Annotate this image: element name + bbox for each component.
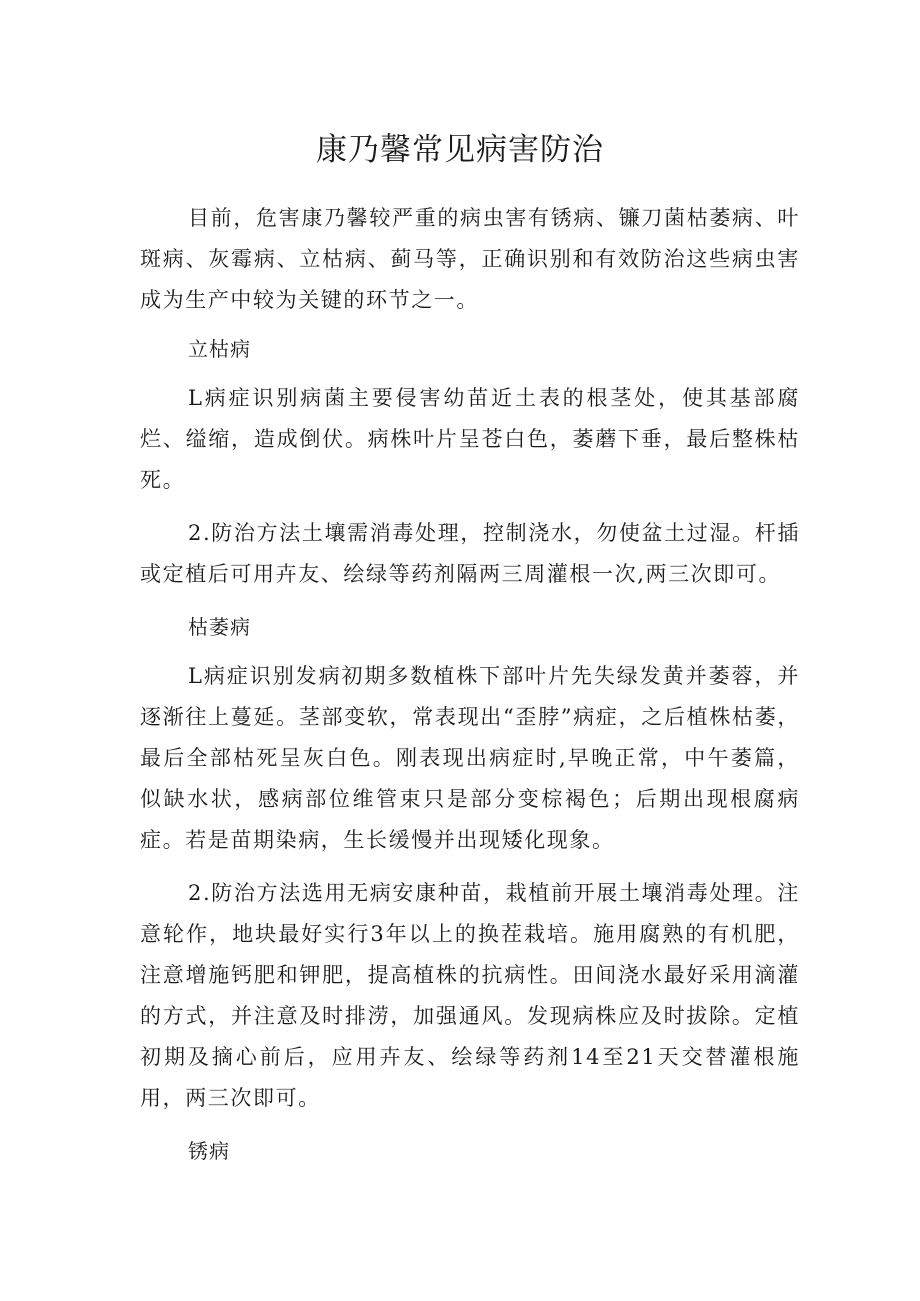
section-heading-rust: 锈病 <box>188 1139 230 1163</box>
damping-off-control-paragraph: 2.防治方法土壤需消毒处理，控制浇水，勿使盆土过湿。杆插或定植后可用卉友、绘绿等药剂隔两三周灌根一次,两三次即可。 <box>140 521 800 586</box>
intro-paragraph: 目前，危害康乃馨较严重的病虫害有锈病、镰刀菌枯萎病、叶斑病、灰霉病、立枯病、蓟马等，正确识别和有效防治这些病虫害成为生产中较为关键的环节之一。 <box>140 206 800 312</box>
damping-off-symptoms-paragraph: L病症识别病菌主要侵害幼苗近土表的根茎处，使其基部腐烂、缢缩，造成倒伏。病株叶片呈苍白色，萎蘑下垂，最后整株枯死。 <box>140 386 800 492</box>
wilt-control-paragraph: 2.防治方法选用无病安康种苗，栽植前开展土壤消毒处理。注意轮作，地块最好实行3年以上的换茬栽培。施用腐熟的有机肥，注意增施钙肥和钾肥，提高植株的抗病性。田间浇水最好采用滴灌的方式，并注意及时排涝，加强通风。发现病株应及时拔除。定植初期及摘心前后，应用卉友、绘绿等药剂14至21天交替灌根施用，两三次即可。 <box>140 881 800 1110</box>
section-heading-wilt: 枯萎病 <box>188 615 251 639</box>
document-body <box>140 198 800 1172</box>
page-title: 康乃馨常见病害防治 <box>316 132 604 168</box>
wilt-symptoms-paragraph: L病症识别发病初期多数植株下部叶片先失绿发黄并萎蓉，并逐渐往上蔓延。茎部变软，常表现出“歪脖”病症，之后植株枯萎，最后全部枯死呈灰白色。刚表现出病症时,早晚正常，中午萎篇，似缺水状，感病部位维管束只是部分变棕褐色；后期出现根腐病症。若是苗期染病，生长缓慢并出现矮化现象。 <box>140 664 800 852</box>
section-heading-damping-off: 立枯病 <box>188 337 251 361</box>
